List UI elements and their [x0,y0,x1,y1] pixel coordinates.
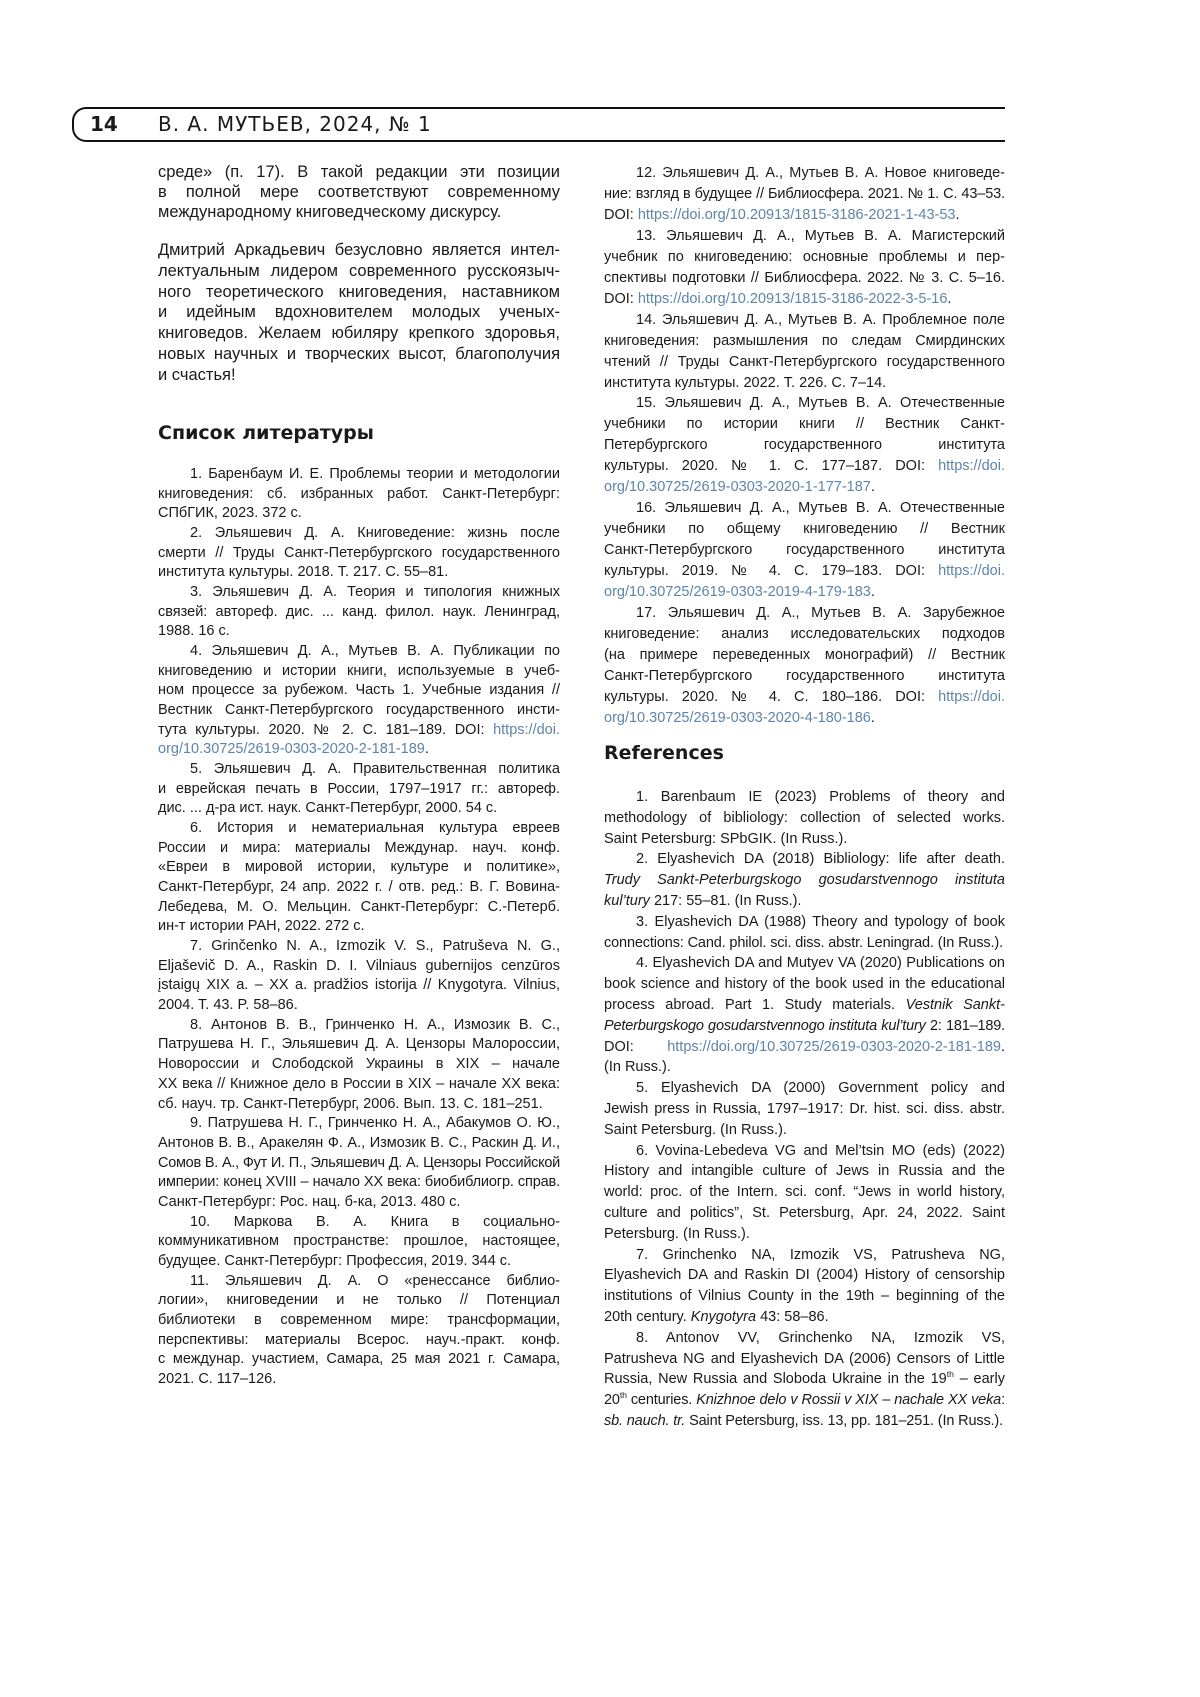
text-line: 4. Эльяшевич Д. А., Мутьев В. А. Публикации по [158,642,560,662]
text-line: History and intangible culture of Jews in Russia and the [604,1161,1005,1182]
reference-entry [158,760,560,819]
text-line: среде» (п. 17). В такой редакции эти позиции [158,162,560,182]
text-line: Patrusheva NG and Elyashevich DA (2006) Censors of Little [604,1349,1005,1370]
text-line [604,582,1005,603]
text-line: Saint Petersburg. (In Russ.). [604,1120,1005,1141]
text-line: 3. Эльяшевич Д. А. Теория и типология книжных [158,583,560,603]
text-line: 13. Эльяшевич Д. А., Мутьев В. А. Магистерский [604,226,1005,247]
page-number: 14 [90,112,118,136]
text-line [604,561,1005,582]
italic-title: Knizhnoe delo v Rossii v XIX – nachale XX veka [696,1392,1001,1408]
text-line [604,891,1005,912]
text-line: methodology of bibliology: collection of selected works. [604,808,1005,829]
text-line: 11. Эльяшевич Д. А. О «ренессансе библио- [158,1272,560,1292]
bibliography-list-right [604,163,1005,729]
italic-title: Knygotyra [691,1309,756,1325]
text-line: book science and history of the book used in the educational [604,974,1005,995]
text-line: учебники по истории книги // Вестник Санкт- [604,414,1005,435]
reference-entry [158,465,560,524]
text-span: . [955,207,959,223]
text-line: Антонов В. В., Аракелян Ф. А., Измозик В. С., Раскин Д. И., [158,1134,560,1154]
text-span: 20 [604,1392,620,1408]
text-line: 16. Эльяшевич Д. А., Мутьев В. А. Отечественные [604,498,1005,519]
text-span: – early [954,1371,1005,1387]
text-line: 7. Grinchenko NA, Izmozik VS, Patrusheva NG, [604,1245,1005,1266]
text-line: перспективы: материалы Всерос. науч.-практ. конф. [158,1331,560,1351]
text-line [604,1411,1005,1432]
text-span: : [1001,1392,1005,1408]
text-line: книговедение: анализ исследовательских подходов [604,624,1005,645]
text-line: Новороссии и Слободской Украины в XIX – начале [158,1055,560,1075]
text-span: Saint Petersburg, iss. 13, pp. 181–251. (In Russ.). [685,1413,1003,1429]
text-line: 6. Vovina-Lebedeva VG and Mel’tsin MO (eds) (2022) [604,1141,1005,1162]
doi-link[interactable]: https://doi. [493,722,560,738]
text-span: process abroad. Part 1. Study materials. [604,997,906,1013]
text-span: культуры. 2020. № 4. С. 180–186. DOI: [604,689,938,705]
reference-entry [158,642,560,760]
text-span: . [871,584,875,600]
text-line: и счастья! [158,365,560,386]
text-line: 1. Баренбаум И. Е. Проблемы теории и методологии [158,465,560,485]
text-line: connections: Cand. philol. sci. diss. abstr. Leningrad. (In Russ.). [604,933,1005,954]
text-line: 7. Grinčenko N. A., Izmozik V. S., Patruševa N. G., [158,937,560,957]
text-line: 5. Эльяшевич Д. А. Правительственная политика [158,760,560,780]
doi-link[interactable]: https://doi.org/10.20913/1815-3186-2022-3-5-16 [638,291,948,307]
text-line: (на примере переведенных монографий) // Вестник [604,645,1005,666]
text-line: 15. Эльяшевич Д. А., Мутьев В. А. Отечественные [604,393,1005,414]
text-line: ин-т истории РАН, 2022. 272 с. [158,917,560,937]
doi-link[interactable]: https://doi.org/10.20913/1815-3186-2021-1-43-53 [638,207,956,223]
reference-entry [604,953,1005,1078]
text-line: коммуникативном пространстве: прошлое, настоящее, [158,1232,560,1252]
text-line [158,740,560,760]
closing-paragraph-1 [158,162,560,222]
text-line: world: proc. of the Intern. sci. conf. “Jews in world history, [604,1182,1005,1203]
reference-entry [158,819,560,937]
text-line [158,721,560,741]
text-line: Санкт-Петербургского государственного института [604,666,1005,687]
text-line [604,289,1005,310]
text-line: учебники по общему книговедению // Вестник [604,519,1005,540]
text-line: ного теоретического книговедения, наставником [158,282,560,303]
text-line [604,477,1005,498]
italic-title: kul’tury [604,893,650,909]
text-line: įstaigų XIX a. – XX a. pradžios istorija // Knygotyra. Vilnius, [158,976,560,996]
text-line [604,708,1005,729]
text-line: книговедения: сб. избранных работ. Санкт-Петербург: [158,485,560,505]
doi-link[interactable]: org/10.30725/2619-0303-2020-2-181-189 [158,741,425,757]
italic-title: Trudy Sankt-Peterburgskogo gosudarstvennogo instituta [604,872,1005,888]
closing-paragraph-2 [158,240,560,386]
references-heading: References [604,742,724,764]
text-line: 6. История и нематериальная культура евреев [158,819,560,839]
reference-entry [604,603,1005,729]
text-span: . [871,710,875,726]
doi-link[interactable]: https://doi. [938,563,1005,579]
text-line: России и мира: материалы Междунар. науч. конф. [158,839,560,859]
italic-title: sb. nauch. tr. [604,1413,685,1429]
text-line: 14. Эльяшевич Д. А., Мутьев В. А. Проблемное поле [604,310,1005,331]
text-span: . [871,479,875,495]
reference-entry [158,524,560,583]
reference-entry [604,912,1005,954]
text-line [604,870,1005,891]
text-line: и еврейская печать в России, 1797–1917 гг.: автореф. [158,780,560,800]
reference-entry [158,1114,560,1212]
reference-entry [604,1328,1005,1432]
reference-entry [158,1272,560,1390]
doi-link[interactable]: https://doi.org/10.30725/2619-0303-2020-2-181-189 [667,1039,1001,1055]
text-span: DOI: [604,291,638,307]
text-line: Eljaševič D. A., Raskin D. I. Vilniaus gubernijos cenzūros [158,957,560,977]
text-line: ном процессе за рубежом. Часть 1. Учебные издания // [158,681,560,701]
text-line: в полной мере соответствуют современному [158,182,560,202]
reference-entry [604,310,1005,394]
text-span: . [1001,1039,1005,1055]
text-line: Лебедева, М. О. Мельцин. Санкт-Петербург: С.-Петерб. [158,898,560,918]
text-line [604,1369,1005,1390]
text-span: 217: 55–81. (In Russ.). [650,893,802,909]
text-line: 12. Эльяшевич Д. А., Мутьев В. А. Новое книговеде- [604,163,1005,184]
text-line: Патрушева Н. Г., Эльяшевич Д. А. Цензоры Малороссии, [158,1035,560,1055]
text-line: 8. Antonov VV, Grinchenko NA, Izmozik VS, [604,1328,1005,1349]
bibliography-heading: Список литературы [158,422,374,444]
text-line: Сомов В. А., Фут И. П., Эльяшевич Д. А. Цензоры Российской [158,1154,560,1174]
text-line: 5. Elyashevich DA (2000) Government policy and [604,1078,1005,1099]
text-line: 2004. T. 43. P. 58–86. [158,996,560,1016]
text-line: 10. Маркова В. А. Книга в социально- [158,1213,560,1233]
reference-entry [158,583,560,642]
text-line: спективы подготовки // Библиосфера. 2022. № 3. С. 5–16. [604,268,1005,289]
text-line: сб. науч. тр. Санкт-Петербург, 2006. Вып. 13. С. 181–251. [158,1095,560,1115]
text-line: (In Russ.). [604,1057,1005,1078]
text-line: Петербургского государственного института [604,435,1005,456]
text-span: DOI: [604,1039,667,1055]
text-line: XX века // Книжное дело в России в XIX – начале XX века: [158,1075,560,1095]
text-line: будущее. Санкт-Петербург: Профессия, 2019. 344 с. [158,1252,560,1272]
italic-title: Vestnik Sankt- [906,997,1005,1013]
text-line: дис. ... д-ра ист. наук. Санкт-Петербург, 2000. 54 с. [158,799,560,819]
text-line [604,456,1005,477]
reference-entry [604,1141,1005,1245]
text-span: . [947,291,951,307]
text-line: связей: автореф. дис. ... канд. филол. наук. Ленинград, [158,603,560,623]
text-line: Вестник Санкт-Петербургского государственного инсти- [158,701,560,721]
text-line: 17. Эльяшевич Д. А., Мутьев В. А. Зарубежное [604,603,1005,624]
text-line: новых научных и творческих высот, благополучия [158,344,560,365]
reference-entry [604,226,1005,310]
text-line: логии», книговедении и не только // Потенциал [158,1291,560,1311]
text-span: тута культуры. 2020. № 2. С. 181–189. DOI: [158,722,493,738]
text-line [604,1037,1005,1058]
reference-entry [604,163,1005,226]
text-line: Дмитрий Аркадьевич безусловно является интел- [158,240,560,261]
text-line: Saint Petersburg: SPbGIK. (In Russ.). [604,829,1005,850]
text-line [604,1390,1005,1411]
text-line: смерти // Труды Санкт-Петербургского государственного [158,544,560,564]
text-line: института культуры. 2018. Т. 217. С. 55–81. [158,563,560,583]
text-line [604,1307,1005,1328]
text-line [604,205,1005,226]
text-line: 2. Эльяшевич Д. А. Книговедение: жизнь после [158,524,560,544]
text-line [604,995,1005,1016]
text-span: культуры. 2019. № 4. С. 179–183. DOI: [604,563,938,579]
text-line: Jewish press in Russia, 1797–1917: Dr. hist. sci. diss. abstr. [604,1099,1005,1120]
text-line: библиотеки в современном мире: трансформации, [158,1311,560,1331]
reference-entry [604,787,1005,849]
running-header [72,107,1005,142]
text-line: «Евреи в мировой истории, культуре и политике», [158,858,560,878]
references-list [604,787,1005,1432]
text-line: ние: взгляд в будущее // Библиосфера. 2021. № 1. С. 43–53. [604,184,1005,205]
italic-title: Peterburgskogo gosudarstvennogo instituta kul’tury [604,1018,926,1034]
superscript: th [947,1369,954,1379]
text-line: 4. Elyashevich DA and Mutyev VA (2020) Publications on [604,953,1005,974]
text-span: 2: 181–189. [926,1018,1005,1034]
reference-entry [604,1078,1005,1140]
text-line: 3. Elyashevich DA (1988) Theory and typology of book [604,912,1005,933]
text-line: книговедения: размышления по следам Смирдинских [604,331,1005,352]
running-title: В. А. МУТЬЕВ, 2024, № 1 [158,112,432,136]
text-line: institutions of Vilnius County in the 19th – beginning of the [604,1286,1005,1307]
text-span: 20th century. [604,1309,691,1325]
text-line: 1988. 16 с. [158,622,560,642]
text-line: Санкт-Петербург, 24 апр. 2022 г. / отв. ред.: В. Г. Вовина- [158,878,560,898]
reference-entry [158,937,560,1016]
text-line [604,1016,1005,1037]
text-line: и идейным вдохновителем молодых ученых- [158,302,560,323]
text-span: 43: 58–86. [756,1309,829,1325]
text-line: 8. Антонов В. В., Гринченко Н. А., Измозик В. С., [158,1016,560,1036]
text-line [604,687,1005,708]
text-span: centuries. [627,1392,696,1408]
reference-entry [604,849,1005,911]
reference-entry [158,1016,560,1114]
reference-entry [604,1245,1005,1328]
reference-entry [158,1213,560,1272]
text-line: СПбГИК, 2023. 372 с. [158,504,560,524]
bibliography-list-left [158,465,560,1390]
doi-link[interactable]: org/10.30725/2619-0303-2020-1-177-187 [604,479,871,495]
text-span: . [425,741,429,757]
text-line: 2. Elyashevich DA (2018) Bibliology: life after death. [604,849,1005,870]
text-line: книговедов. Желаем юбиляру крепкого здоровья, [158,323,560,344]
doi-link[interactable]: org/10.30725/2619-0303-2019-4-179-183 [604,584,871,600]
doi-link[interactable]: org/10.30725/2619-0303-2020-4-180-186 [604,710,871,726]
text-span: культуры. 2020. № 1. С. 177–187. DOI: [604,458,938,474]
reference-entry [604,393,1005,498]
doi-link[interactable]: https://doi. [938,458,1005,474]
text-line: чтений // Труды Санкт-Петербургского государственного [604,352,1005,373]
text-line: института культуры. 2022. Т. 226. С. 7–14. [604,373,1005,394]
text-span: DOI: [604,207,638,223]
text-line: учебник по книговедению: основные проблемы и пер- [604,247,1005,268]
text-line: Petersburg. (In Russ.). [604,1224,1005,1245]
text-line: с междунар. участием, Самара, 25 мая 2021 г. Самара, [158,1350,560,1370]
text-line: международному книговедческому дискурсу. [158,202,560,222]
text-line: Санкт-Петербургского государственного института [604,540,1005,561]
text-line: 2021. С. 117–126. [158,1370,560,1390]
text-span: Russia, New Russia and Sloboda Ukraine in the 19 [604,1371,947,1387]
text-line: книговедению и истории книги, используемые в учеб- [158,662,560,682]
text-line: culture and politics”, St. Petersburg, Apr. 24, 2022. Saint [604,1203,1005,1224]
text-line: Санкт-Петербург: Рос. нац. б-ка, 2013. 480 с. [158,1193,560,1213]
text-line: лектуальным лидером современного русскоязыч- [158,261,560,282]
reference-entry [604,498,1005,603]
text-line: империи: конец XVIII – начало XX века: биобиблиогр. справ. [158,1173,560,1193]
superscript: th [620,1390,627,1400]
doi-link[interactable]: https://doi. [938,689,1005,705]
text-line: 9. Патрушева Н. Г., Гринченко Н. А., Абакумов О. Ю., [158,1114,560,1134]
text-line: Elyashevich DA and Raskin DI (2004) History of censorship [604,1265,1005,1286]
text-line: 1. Barenbaum IE (2023) Problems of theory and [604,787,1005,808]
